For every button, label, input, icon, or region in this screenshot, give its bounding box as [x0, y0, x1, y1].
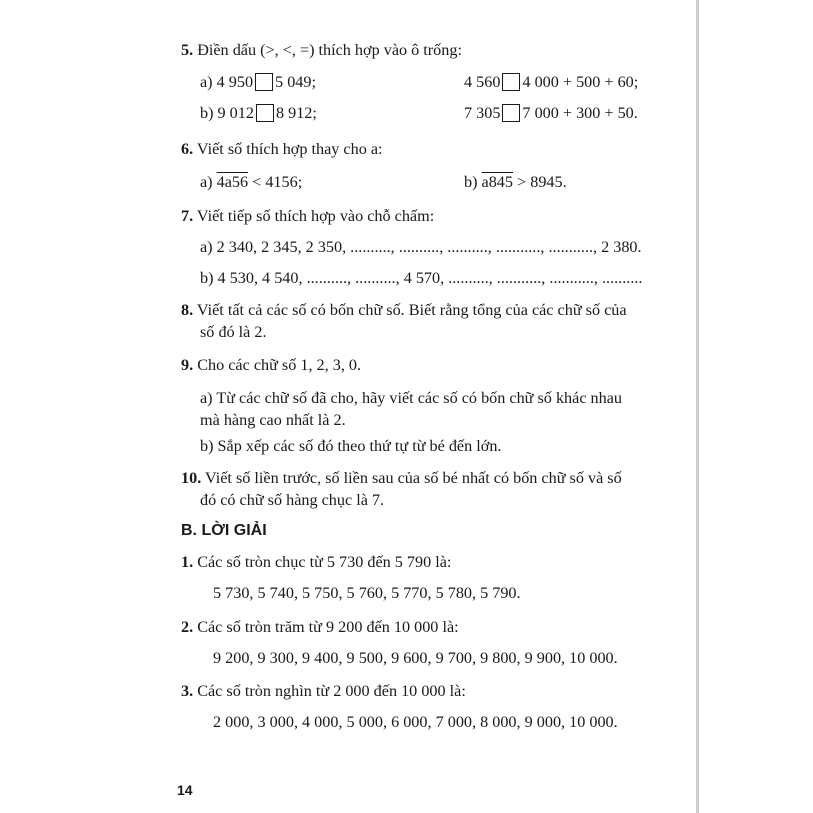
s1-number: 1. [181, 553, 194, 571]
q5-b-left-1: 9 012 [217, 104, 254, 122]
section-b-title: B. LỜI GIẢI [181, 522, 267, 539]
q7-a-label: a) [200, 238, 213, 256]
s1-prompt [181, 552, 451, 572]
q7-a-sequence: 2 340, 2 345, 2 350, .........., .........., .........., ..........., ..........., 2 380. [216, 238, 642, 256]
s1-text: Các số tròn chục từ 5 730 đến 5 790 là: [197, 553, 452, 571]
q9-text: Cho các chữ số 1, 2, 3, 0. [197, 356, 362, 374]
q7-b [200, 268, 642, 288]
q9-a-line-1: a) Từ các chữ số đã cho, hãy viết các số có bốn chữ số khác nhau [200, 389, 623, 407]
answer-box[interactable] [502, 73, 520, 91]
q9-number: 9. [181, 356, 194, 374]
answer-box[interactable] [255, 73, 273, 91]
q5-b-label: b) [200, 104, 214, 122]
q5-b-left-2: 7 305 [464, 104, 501, 122]
s3-text: Các số tròn nghìn từ 2 000 đến 10 000 là: [197, 682, 466, 700]
q6-b-inequality: > 8945. [513, 173, 567, 191]
q6-a [200, 172, 302, 192]
q5-a-right [464, 72, 638, 92]
q8-text-1: Viết tất cả các số có bốn chữ số. Biết rằng tổng của các chữ số của [196, 301, 627, 319]
q6-a-overlined-number: 4a56 [216, 173, 249, 191]
q9-b-line: b) Sắp xếp các số đó theo thứ tự từ bé đến lớn. [200, 437, 502, 455]
q8-line-2: số đó là 2. [200, 323, 267, 341]
q6-prompt [181, 139, 383, 159]
q5-a-left-2: 4 560 [464, 73, 501, 91]
q7-text: Viết tiếp số thích hợp vào chỗ chấm: [196, 207, 435, 225]
q7-a [200, 237, 642, 257]
q10-text-1: Viết số liền trước, số liền sau của số bé nhất có bốn chữ số và số [205, 469, 622, 487]
q7-b-label: b) [200, 269, 214, 287]
q5-b-right [464, 103, 638, 123]
q6-text: Viết số thích hợp thay cho a: [196, 140, 383, 158]
q10-line-1 [181, 468, 622, 488]
s2-text: Các số tròn trăm từ 9 200 đến 10 000 là: [197, 618, 459, 636]
s3-number: 3. [181, 682, 194, 700]
q7-b-sequence: 4 530, 4 540, .........., .........., 4 570, .........., ..........., ..........., .......... [217, 269, 643, 287]
q7-number: 7. [181, 207, 194, 225]
page-number: 14 [177, 782, 193, 798]
q6-number: 6. [181, 140, 194, 158]
q7-prompt [181, 206, 434, 226]
s3-prompt [181, 681, 466, 701]
s2-prompt [181, 617, 459, 637]
q6-a-label: a) [200, 173, 213, 191]
q6-b [464, 172, 567, 192]
s1-answer: 5 730, 5 740, 5 750, 5 760, 5 770, 5 780, 5 790. [213, 584, 521, 602]
answer-box[interactable] [256, 104, 274, 122]
s2-number: 2. [181, 618, 194, 636]
q10-line-2: đó có chữ số hàng chục là 7. [200, 491, 385, 509]
q5-a-left [200, 72, 316, 92]
q5-text: Điền dấu (>, <, =) thích hợp vào ô trống: [197, 41, 462, 59]
answer-box[interactable] [502, 104, 520, 122]
q5-a-right-1: 5 049; [275, 73, 316, 91]
q6-b-label: b) [464, 173, 478, 191]
q5-prompt [181, 40, 462, 60]
q5-a-label: a) [200, 73, 213, 91]
q9-a-line-2: mà hàng cao nhất là 2. [200, 411, 346, 429]
q5-b-left [200, 103, 317, 123]
q9-prompt [181, 355, 361, 375]
q10-number: 10. [181, 469, 202, 487]
s3-answer: 2 000, 3 000, 4 000, 5 000, 6 000, 7 000, 8 000, 9 000, 10 000. [213, 713, 618, 731]
q5-number: 5. [181, 41, 194, 59]
q6-b-overlined-number: a845 [481, 173, 513, 191]
q5-b-right-1: 8 912; [275, 104, 317, 122]
q6-a-inequality: < 4156; [248, 173, 303, 191]
q8-number: 8. [181, 301, 194, 319]
q5-a-left-1: 4 950 [216, 73, 254, 91]
q5-a-right-2: 4 000 + 500 + 60; [522, 73, 639, 91]
q5-b-right-2: 7 000 + 300 + 50. [522, 104, 638, 122]
q8-line-1 [181, 300, 627, 320]
s2-answer: 9 200, 9 300, 9 400, 9 500, 9 600, 9 700, 9 800, 9 900, 10 000. [213, 649, 618, 667]
